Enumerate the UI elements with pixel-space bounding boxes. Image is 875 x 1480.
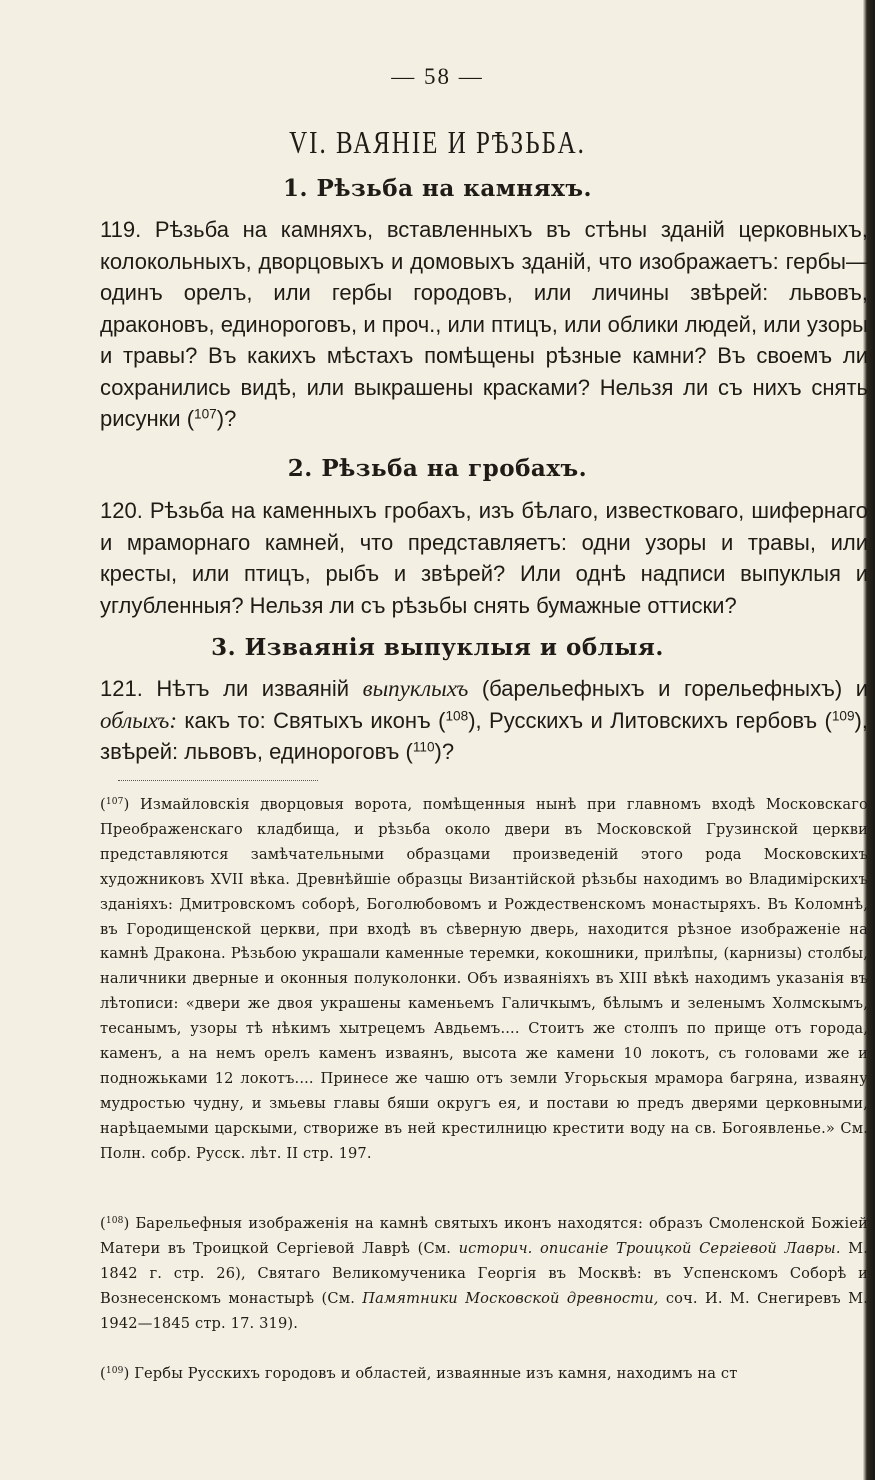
paragraph-119-end: )? xyxy=(216,406,237,431)
footnote-108: ($^{108}$) Барельефныя изображенія на камнѣ святыхъ иконъ находятся: образъ Смоленской Божіей Матери въ Троицкой Сергіевой Лаврѣ (См. историч. описаніе Троицкой Сергіевой Лавры. М. 1842 г. стр. 26), Святаго Великомученика Георгія въ Москвѣ: въ Успенскомъ Соборѣ и Вознесенскомъ монастырѣ (См. Памятники Московской древности, соч. И. М. Снегиревъ М. 1942—1845 стр. 17. 319). xyxy=(100,1215,869,1332)
footnote-107: ($^{107}$) Измайловскія дворцовыя ворота, помѣщенныя нынѣ при главномъ входѣ Московскаго Преображенскаго кладбища, и рѣзьба около двери въ Московской Грузинской церкви представляются замѣчательными образцами произведеній этого рода Московскихъ художниковъ XVII вѣка. Древнѣйшіе образцы Византійской рѣзьбы находимъ во Владимірскихъ зданіяхъ: Дмитровскомъ соборѣ, Боголюбовомъ и Рождественскомъ монастыряхъ. Въ Коломнѣ, въ Городищенской церкви, при входѣ въ сѣверную дверь, находится рѣзное изображеніе на камнѣ Дракона. Рѣзьбою украшали каменные теремки, кокошники, прилѣпы, (карнизы) столбы, наличники дверные и оконныя полуколонки. Объ изваяніяхъ въ XIII вѣкѣ находимъ указанія въ лѣтописи: «двери же двоя украшены каменьемъ Галичкымъ, бѣлымъ и зеленымъ Холмскымъ, тесанымъ, узоры тѣ нѣкимъ хытрецемъ Авдьемъ.... Стоитъ же столпъ по прище отъ города, каменъ, а на немъ орелъ каменъ изваянъ, высота же камени 10 локотъ, съ головами же и подножьками 12 локотъ.... Принесе же чашю отъ земли Угорьскыя мрамора багряна, изваяну мудростью чудну, и змьевы главы бяши округъ ея, и постави ю предъ дверями церковными, нарѣцаемыми царскыми, створиже въ ней крестилницю крестити воду на св. Богоявленье.» См. Полн. собр. Русск. лѣт. II стр. 197. xyxy=(100,796,868,1162)
p121-text-2: (барельефныхъ и горельефныхъ) и xyxy=(468,676,868,701)
footnote-108-text-3: соч. И. М. Снегиревъ М. 1942—1845 стр. 17. 319). xyxy=(100,1289,868,1332)
p121-text-5: ), звѣрей: львовъ, единороговъ ( xyxy=(100,707,868,764)
p121-text-4: ), Русскихъ и Литовскихъ гербовъ ( xyxy=(468,707,832,733)
footnote-mark-107: 107 xyxy=(105,797,124,808)
footnote-109-text: Гербы Русскихъ городовъ и областей, изваянные изъ камня, находимъ на ст xyxy=(134,1365,738,1382)
footnote-mark-108: 108 xyxy=(105,1216,124,1227)
footnote-divider xyxy=(118,780,318,781)
p121-text-6: )? xyxy=(434,739,455,764)
paragraph-119-text: 119. Рѣзьба на камняхъ, вставленныхъ въ стѣны зданій церковныхъ, колокольныхъ, дворцовыхъ и домовыхъ зданій, что изображаетъ: гербы—одинъ орелъ, или гербы городовъ, или личины звѣрей: львовъ, драконовъ, единороговъ, и проч., или птицъ, или облики людей, или узоры и травы? Въ какихъ мѣстахъ помѣщены рѣзные камни? Въ своемъ ли сохранились видѣ, или выкрашены красками? Нельзя ли съ нихъ снять рисунки ( xyxy=(100,217,868,431)
footnote-ref-108: 108 xyxy=(445,708,469,723)
p121-text-1: 121. Нѣтъ ли изваяній xyxy=(100,676,363,701)
footnote-108-text-2: М. 1842 г. стр. 26), Святаго Великомученика Георгія въ Москвѣ: въ Успенскомъ Соборѣ и Вознесенскомъ монастырѣ (См. xyxy=(100,1239,869,1307)
footnote-108-italic-1: историч. описаніе Троицкой Сергіевой Лавры. xyxy=(458,1239,841,1257)
footnote-108-italic-2: Памятники Московской древности, xyxy=(362,1289,659,1307)
subheading-sculptures: 3. Изваянія выпуклыя и облыя. xyxy=(211,634,664,661)
p121-text-3: какъ то: Святыхъ иконъ ( xyxy=(177,707,446,733)
footnote-109: ($^{109}$) Гербы Русскихъ городовъ и областей, изваянные изъ камня, находимъ на ст xyxy=(100,1365,738,1382)
footnote-ref-109: 109 xyxy=(831,708,855,723)
paragraph-120: 120. Рѣзьба на каменныхъ гробахъ, изъ бѣлаго, известковаго, шифернаго и мраморнаго камней, что представляетъ: одни узоры и травы, или кресты, или птицъ, рыбъ и звѣрей? Или однѣ надписи выпуклыя и углубленныя? Нельзя ли съ рѣзьбы снять бумажные оттиски? xyxy=(100,498,868,618)
p121-italic-2: облыхъ: xyxy=(100,707,178,733)
p121-italic-1: выпуклыхъ xyxy=(362,676,469,701)
footnote-107-text: Измайловскія дворцовыя ворота, помѣщенныя нынѣ при главномъ входѣ Московскаго Преображенскаго кладбища, и рѣзьба около двери въ Московской Грузинской церкви представляются замѣчательными образцами произведеній этого рода Московскихъ художниковъ XVII вѣка. Древнѣйшіе образцы Византійской рѣзьбы находимъ во Владимірскихъ зданіяхъ: Дмитровскомъ соборѣ, Боголюбовомъ и Рождественскомъ монастыряхъ. Въ Коломнѣ, въ Городищенской церкви, при входѣ въ сѣверную дверь, находится рѣзное изображеніе на камнѣ Дракона. Рѣзьбою украшали каменные теремки, кокошники, прилѣпы, (карнизы) столбы, наличники дверные и оконныя полуколонки. Объ изваяніяхъ въ XIII вѣкѣ находимъ указанія въ лѣтописи: «двери же двоя украшены каменьемъ Галичкымъ, бѣлымъ и зеленымъ Холмскымъ, тесанымъ, узоры тѣ нѣкимъ хытрецемъ Авдьемъ.... Стоитъ же столпъ по прище отъ города, каменъ, а на немъ орелъ каменъ изваянъ, высота же камени 10 локотъ, съ головами же и подножьками 12 локотъ.... Принесе же чашю отъ земли Угорьскыя мрамора багряна, изваяну мудростью чудну, и змьевы главы бяши округъ ея, и постави ю предъ дверями церковными, нарѣцаемыми царскыми, створиже въ ней крестилницю крестити воду на св. Богоявленье.» См. Полн. собр. Русск. лѣт. II стр. 197. xyxy=(100,796,868,1162)
subheading-stone-carving: 1. Рѣзьба на камняхъ. xyxy=(283,175,592,202)
paragraph-121 xyxy=(100,673,868,768)
footnote-ref-107: 107 xyxy=(194,406,217,422)
footnote-108-text-1: Барельефныя изображенія на камнѣ святыхъ иконъ находятся: образъ Смоленской Божіей Матери въ Троицкой Сергіевой Лаврѣ (См. xyxy=(100,1215,868,1257)
section-title: VI. ВАЯНІЕ И РѢЗЬБА. xyxy=(289,126,586,161)
subheading-tomb-carving: 2. Рѣзьба на гробахъ. xyxy=(287,455,588,482)
paragraph-119 xyxy=(100,214,868,435)
page-number: — 58 — xyxy=(391,64,484,89)
footnote-mark-109: 109 xyxy=(105,1366,124,1377)
footnote-ref-110: 110 xyxy=(412,739,435,755)
